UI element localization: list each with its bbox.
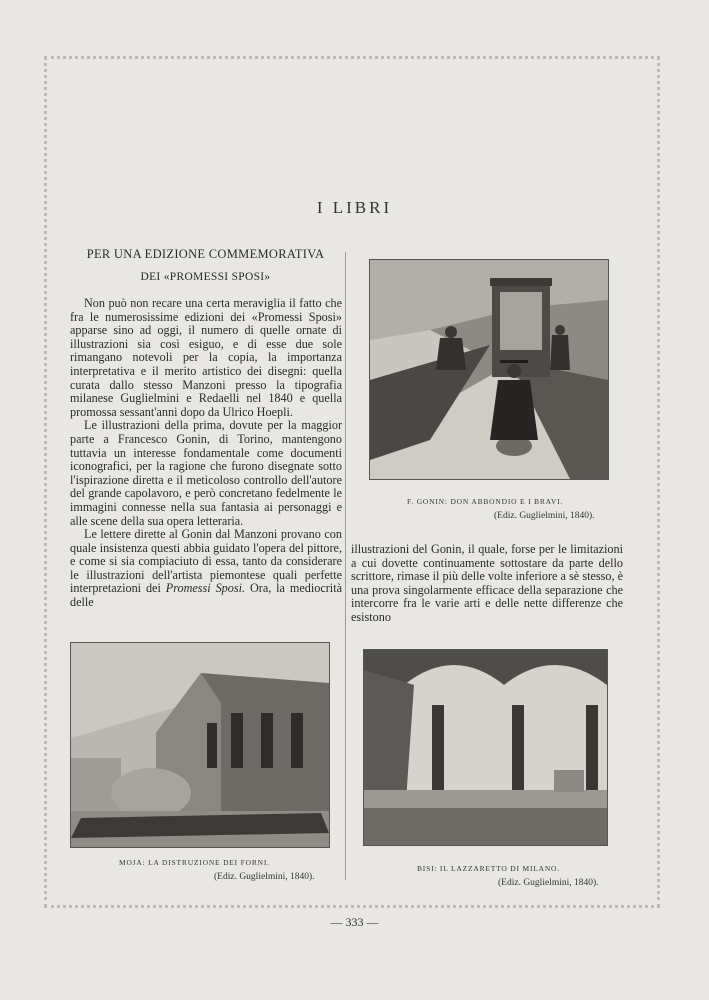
article-title-line2: DEI «PROMESSI SPOSI» <box>140 271 271 283</box>
column-divider <box>345 252 346 880</box>
paragraph-2: Le illustrazioni della prima, dovute per la maggior parte a Francesco Gonin, di Torino, mantengono tuttavia un interesse fondamentale come documenti iconografici, per la ragione che furono disegnate sotto l'ispirazione diretta e il meticoloso controllo dell'autore del grande capolavoro, e però concretano fedelmente le immagini connesse nella sua fantasia ai personaggi e alle scene della sua opera letteraria. <box>70 418 342 528</box>
figure-edition-1: (Ediz. Guglielmini, 1840). <box>494 511 595 521</box>
article-title-line1: PER UNA EDIZIONE COMMEMORATIVA <box>86 247 325 261</box>
illustration-lazzaretto <box>363 649 608 846</box>
section-title: I LIBRI <box>316 198 393 217</box>
article-body-right <box>351 543 623 625</box>
engraving-distruzione-forni <box>71 643 329 847</box>
illustration-distruzione-forni <box>70 642 330 848</box>
figure-caption-1: F. GONIN: DON ABBONDIO E I BRAVI. <box>407 497 564 506</box>
figure-caption-2: MOJA: LA DISTRUZIONE DEI FORNI. <box>119 858 270 867</box>
paragraph-1: Non può non recare una certa meraviglia il fatto che fra le numerosissime edizioni dei «Promessi Sposi» apparse sino ad oggi, il numero di quelle ornate di illustrazioni sia così esiguo, e di esse due sole rimangano notevoli per la copia, la importanza interpretativa e il merito artistico dei disegni: quella curata dallo stesso Manzoni presso la tipografia milanese Guglielmini e Redaelli nel 1840 e quella promossa sessant'anni dopo da Ulrico Hoepli. <box>70 296 342 419</box>
continuation-paragraph: illustrazioni del Gonin, il quale, forse per le limitazioni a cui dovette continuamente sottostare da parte dello scrittore, rimase il più delle volte inferiore a sè stesso, è una prova singolarmente efficace della separazione che intercorre fra le varie arti e delle nette differenze che esistono <box>351 542 623 624</box>
italic-title: Promessi Sposi. <box>165 581 246 596</box>
engraving-lazzaretto <box>364 650 607 845</box>
article-body-left <box>70 297 342 610</box>
figure-caption-3: BISI: IL LAZZARETTO DI MILANO. <box>417 864 560 873</box>
figure-edition-2: (Ediz. Guglielmini, 1840). <box>214 872 315 882</box>
illustration-don-abbondio <box>369 259 609 480</box>
paragraph-3 <box>70 528 342 610</box>
engraving-don-abbondio <box>370 260 608 479</box>
paragraph-3-text: Le lettere dirette al Gonin dal Manzoni provano con quale insistenza questi abbia guidato l'opera del pittore, e come si sia compiaciuto di essa, tanto da considerare le illustrazioni dell'artista piemontese quali perfette interpretazioni dei <box>70 527 342 596</box>
paragraph-3-tail: Ora, la mediocrità delle <box>70 581 342 610</box>
page-number: — 333 — <box>330 915 379 929</box>
figure-edition-3: (Ediz. Guglielmini, 1840). <box>498 878 599 888</box>
